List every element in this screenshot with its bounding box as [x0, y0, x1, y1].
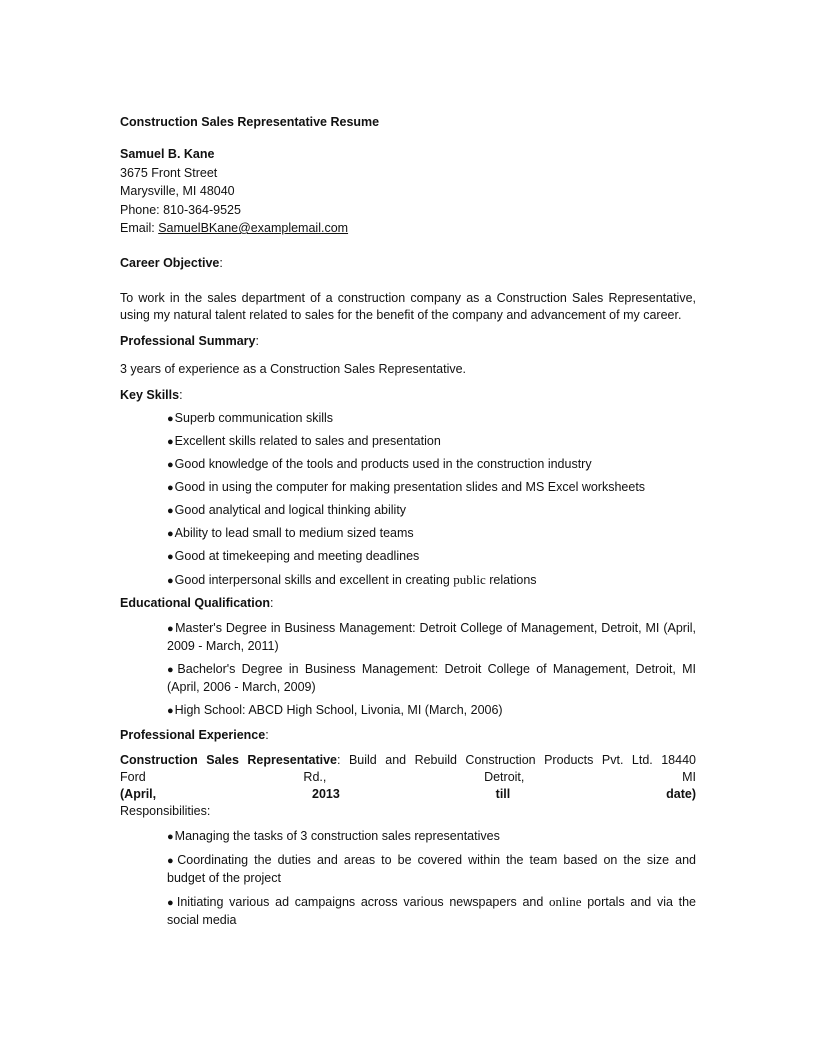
candidate-name: Samuel B. Kane — [120, 147, 215, 161]
responsibilities-list — [120, 828, 696, 929]
experience-role: Construction Sales Representative — [120, 752, 338, 767]
list-item — [167, 479, 696, 502]
list-item — [167, 433, 696, 456]
bullet-icon: ● — [167, 550, 174, 563]
bullet-icon: ● — [167, 504, 174, 517]
skill-text: Good knowledge of the tools and products used in the construction industry — [174, 456, 592, 471]
skill-text: Superb communication skills — [174, 410, 334, 425]
key-skills-list — [120, 410, 696, 594]
bullet-icon: ● — [167, 481, 174, 494]
bullet-icon: ● — [167, 435, 174, 448]
street-address: 3675 Front Street — [120, 165, 218, 180]
career-objective-section — [120, 254, 696, 324]
list-item — [167, 571, 696, 594]
city-address: Marysville, MI 48040 — [120, 184, 235, 198]
skill-text: Good in using the computer for making presentation slides and MS Excel worksheets — [174, 479, 646, 494]
professional-summary-heading: Professional Summary: — [120, 333, 259, 348]
responsibility-text: Managing the tasks of 3 construction sales representatives — [174, 828, 500, 843]
education-text: Bachelor's Degree in Business Management: Detroit College of Management, Detroit, MI (April, 2006 - March, 2009) — [167, 661, 696, 694]
experience-company: : Build and Rebuild Construction Products Pvt. Ltd. 18440 — [337, 752, 696, 767]
education-text: High School: ABCD High School, Livonia, MI (March, 2006) — [174, 702, 503, 717]
professional-summary-section — [120, 332, 696, 378]
responsibility-text: Coordinating the duties and areas to be covered within the team based on the size and budget of the project — [167, 852, 696, 885]
responsibilities-label: Responsibilities: — [120, 803, 211, 818]
professional-summary-heading-text: Professional Summary — [120, 333, 256, 348]
skill-text-serif: public — [453, 571, 486, 587]
list-item — [167, 828, 696, 846]
key-skills-section — [120, 386, 696, 594]
education-list — [120, 620, 696, 720]
bullet-icon: ● — [167, 574, 174, 587]
bullet-icon: ● — [167, 622, 175, 635]
email-line — [120, 219, 696, 238]
list-item — [167, 502, 696, 525]
experience-heading: Professional Experience: — [120, 727, 269, 742]
list-item — [167, 620, 696, 655]
experience-section — [120, 726, 696, 929]
education-heading-text: Educational Qualification — [120, 595, 271, 610]
bullet-icon: ● — [167, 704, 174, 717]
key-skills-heading: Key Skills: — [120, 387, 183, 402]
list-item — [167, 548, 696, 571]
experience-role-line — [120, 752, 696, 769]
contact-block — [120, 145, 696, 238]
skill-text: Good at timekeeping and meeting deadlines — [174, 548, 420, 563]
list-item — [167, 661, 696, 696]
bullet-icon: ● — [167, 663, 177, 676]
responsibility-text-end: portals and via the social media — [167, 894, 697, 927]
resume-title: Construction Sales Representative Resume — [120, 115, 380, 129]
bullet-icon: ● — [167, 896, 176, 909]
resume-page — [120, 113, 696, 935]
bullet-icon: ● — [167, 830, 174, 843]
skill-text: Excellent skills related to sales and presentation — [174, 433, 441, 448]
experience-address: Ford Rd., Detroit, MI — [120, 769, 696, 784]
bullet-icon: ● — [167, 527, 174, 540]
responsibility-text: Initiating various ad campaigns across various newspapers and — [176, 894, 549, 909]
bullet-icon: ● — [167, 854, 177, 867]
education-heading: Educational Qualification: — [120, 595, 274, 610]
email-link[interactable]: SamuelBKane@examplemail.com — [158, 221, 349, 235]
experience-entry — [120, 752, 696, 820]
list-item — [167, 525, 696, 548]
bullet-icon: ● — [167, 458, 174, 471]
email-label: Email: — [120, 221, 159, 235]
list-item — [167, 702, 696, 720]
experience-heading-text: Professional Experience — [120, 727, 266, 742]
bullet-icon: ● — [167, 412, 174, 425]
phone-number: Phone: 810-364-9525 — [120, 202, 241, 217]
education-section — [120, 594, 696, 720]
list-item — [167, 852, 696, 887]
education-text: Master's Degree in Business Management: Detroit College of Management, Detroit, MI (April, 2009 - March, 2011) — [167, 620, 696, 653]
career-objective-heading-text: Career Objective — [120, 255, 220, 270]
career-objective-text: To work in the sales department of a construction company as a Construction Sales Representative, using my natural talent related to sales for the benefit of the company and advancement of my career. — [120, 290, 696, 322]
professional-summary-text: 3 years of experience as a Construction Sales Representative. — [120, 361, 467, 376]
key-skills-heading-text: Key Skills — [120, 387, 180, 402]
list-item — [167, 456, 696, 479]
responsibility-text-serif: online — [549, 893, 582, 909]
list-item — [167, 893, 696, 929]
skill-text: Ability to lead small to medium sized teams — [174, 525, 414, 540]
experience-period: (April, 2013 till date) — [120, 786, 696, 801]
list-item — [167, 410, 696, 433]
skill-text-end: relations — [485, 572, 537, 587]
skill-text: Good analytical and logical thinking ability — [174, 502, 407, 517]
career-objective-heading: Career Objective: — [120, 255, 223, 270]
skill-text: Good interpersonal skills and excellent in creating — [174, 572, 454, 587]
